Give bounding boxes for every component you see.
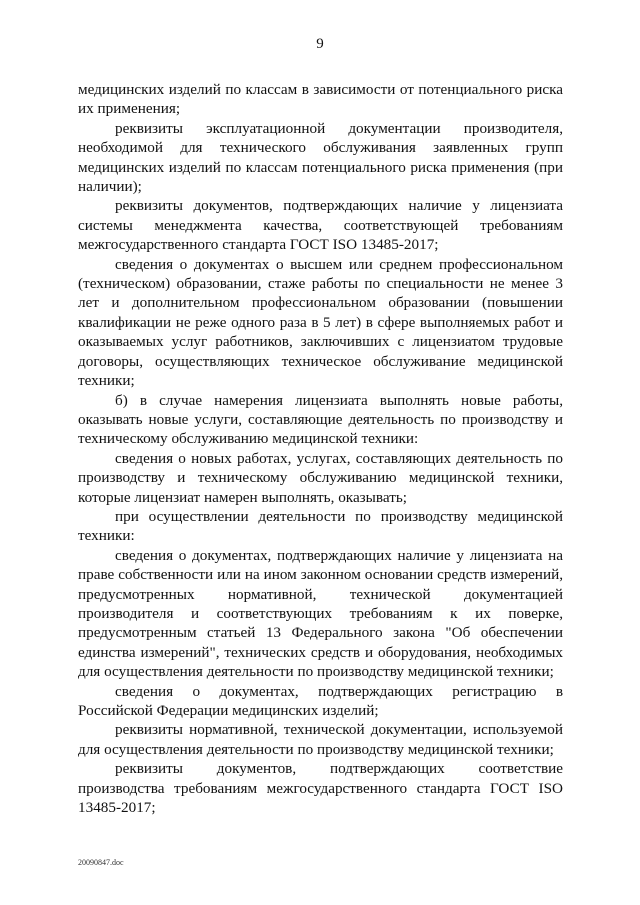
paragraph: реквизиты документов, подтверждающих соответствие производства требованиям межгосударственного стандарта ГОСТ ISO 13485-2017; (78, 760, 563, 817)
paragraph: сведения о документах о высшем или среднем профессиональном (техническом) образовании, стаже работы по специальности не менее 3 лет и дополнительном профессиональном образовании (повышении квалификации не реже одного раза в 5 лет) в сфере выполняемых работ и оказываемых услуг работников, заключивших с лицензиатом трудовые договоры, осуществляющих техническое обслуживание медицинской техники; (78, 255, 563, 390)
document-body (78, 80, 563, 817)
paragraph: сведения о новых работах, услугах, составляющих деятельность по производству и техническому обслуживанию медицинской техники, которые лицензиат намерен выполнять, оказывать; (78, 449, 563, 506)
paragraph: реквизиты документов, подтверждающих наличие у лицензиата системы менеджмента качества, соответствующей требованиям межгосударственного стандарта ГОСТ ISO 13485-2017; (78, 197, 563, 254)
paragraph: при осуществлении деятельности по производству медицинской техники: (78, 507, 563, 545)
page-number: 9 (316, 36, 324, 52)
footer-file-code: 20090847.doc (78, 858, 124, 867)
paragraph: медицинских изделий по классам в зависимости от потенциального риска их применения; (78, 81, 563, 118)
paragraph: сведения о документах, подтверждающих регистрацию в Российской Федерации медицинских изделий; (78, 682, 563, 719)
paragraph: реквизиты нормативной, технической документации, используемой для осуществления деятельности по производству медицинской техники; (78, 721, 563, 758)
paragraph: реквизиты эксплуатационной документации производителя, необходимой для технического обслуживания заявленных групп медицинских изделий по классам потенциального риска применения (при наличии); (78, 119, 563, 196)
paragraph: б) в случае намерения лицензиата выполнять новые работы, оказывать новые услуги, составляющие деятельность по производству и техническому обслуживанию медицинской техники: (78, 391, 563, 448)
paragraph: сведения о документах, подтверждающих наличие у лицензиата на праве собственности или на ином законном основании средств измерений, предусмотренных нормативной, технической документацией производителя и соответствующих требованиям к их поверке, предусмотренным статьей 13 Федерального закона "Об обеспечении единства измерений", технических средств и оборудования, необходимых для осуществления деятельности по производству медицинской техники; (78, 546, 563, 681)
